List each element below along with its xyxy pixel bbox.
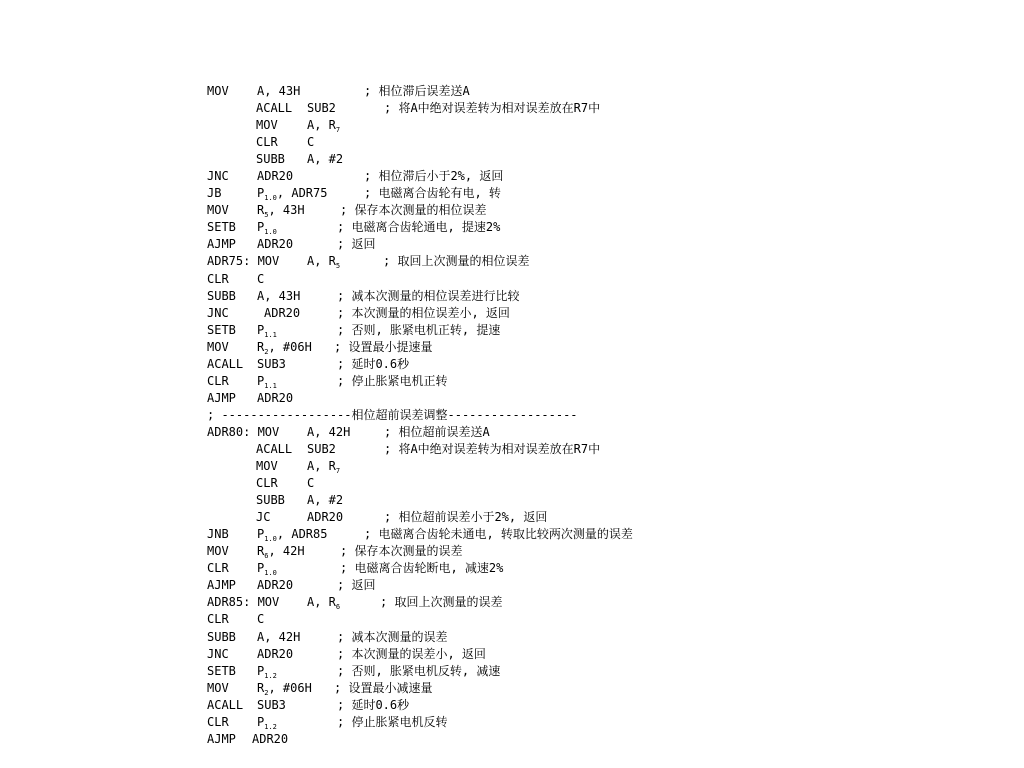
code-line	[207, 356, 1007, 373]
operand: A, $R_5$	[307, 254, 341, 271]
code-line	[207, 271, 1007, 288]
operand: ADR20	[257, 237, 294, 252]
operand: ADR20	[257, 646, 294, 661]
line-label: SETB	[207, 322, 236, 337]
operand: C	[307, 476, 315, 491]
line-label: JNC	[207, 646, 229, 661]
line-label: SETB	[207, 220, 236, 235]
code-line	[207, 577, 1007, 594]
port-subscript: 1.0	[264, 228, 277, 237]
port-subscript: 1.2	[264, 722, 277, 731]
operand: A, 42H	[307, 424, 351, 439]
operand: $P_{1.1}$	[257, 373, 277, 390]
code-line	[207, 731, 1007, 748]
code-line	[207, 236, 1007, 253]
operand: $R_2$, #06H	[257, 680, 312, 697]
operand: ADR20	[307, 510, 344, 525]
operand: $P_{1.1}$	[257, 322, 277, 339]
line-label: ADR80: MOV	[207, 424, 280, 439]
operand: $P_{1.0}$, ADR85	[257, 527, 328, 544]
operand: C	[257, 612, 265, 627]
line-label: ACALL	[207, 356, 244, 371]
line-label: ACALL	[207, 697, 244, 712]
line-label: CLR	[207, 561, 229, 576]
comment: ; 将A中绝对误差转为相对误差放在R7中	[384, 441, 601, 456]
section-divider-text: ; ------------------相位超前误差调整------------------	[207, 407, 578, 422]
register-subscript: 5	[264, 211, 269, 220]
code-line	[207, 714, 1007, 731]
comment: ; 相位滞后小于2%, 返回	[364, 169, 504, 184]
code-line	[207, 168, 1007, 185]
operand: $R_5$, 43H	[257, 203, 305, 220]
port-subscript: 1.0	[264, 569, 277, 578]
code-line	[207, 390, 1007, 407]
code-line	[207, 117, 1007, 134]
comment: ; 本次测量的相位误差小, 返回	[337, 305, 510, 320]
code-line	[207, 202, 1007, 219]
code-line	[207, 100, 1007, 117]
code-line	[207, 83, 1007, 100]
comment: ; 电磁离合齿轮有电, 转	[364, 186, 501, 201]
operand: SUB2	[307, 441, 336, 456]
code-line	[207, 646, 1007, 663]
line-label: MOV	[207, 84, 229, 98]
comment: ; 返回	[337, 237, 376, 252]
operand: $R_6$, 42H	[257, 544, 305, 561]
mnemonic: CLR	[256, 135, 278, 150]
code-line	[207, 629, 1007, 646]
port-subscript: 1.2	[264, 671, 277, 680]
code-line	[207, 492, 1007, 509]
operand: A, $R_7$	[307, 459, 341, 476]
operand: A, 43H	[257, 84, 301, 98]
mnemonic: ACALL	[256, 101, 293, 116]
code-line	[207, 134, 1007, 151]
comment: ; 电磁离合齿轮通电, 提速2%	[337, 220, 501, 235]
comment: ; 本次测量的误差小, 返回	[337, 646, 486, 661]
register-subscript: 6	[264, 552, 269, 561]
mnemonic: MOV	[256, 459, 278, 474]
operand: A, $R_6$	[307, 595, 341, 612]
line-label: AJMP	[207, 578, 236, 593]
operand: $P_{1.0}$	[257, 220, 277, 237]
operand: A, #2	[307, 493, 344, 508]
code-line	[207, 253, 1007, 270]
register-subscript: 7	[335, 467, 341, 476]
code-line	[207, 475, 1007, 492]
code-line	[207, 219, 1007, 236]
comment: ; 否则, 胀紧电机反转, 减速	[337, 663, 501, 678]
code-line	[207, 288, 1007, 305]
comment: ; 相位滞后误差送A	[364, 84, 470, 98]
line-label: MOV	[207, 203, 229, 218]
code-line	[207, 339, 1007, 356]
operand: SUB3	[257, 356, 286, 371]
section-divider	[207, 407, 1007, 424]
comment: ; 返回	[337, 578, 376, 593]
line-label: MOV	[207, 339, 229, 354]
comment: ; 减本次测量的误差	[337, 629, 448, 644]
comment: ; 电磁离合齿轮断电, 减速2%	[340, 561, 504, 576]
comment: ; 延时0.6秒	[337, 697, 410, 712]
code-line	[207, 594, 1007, 611]
mnemonic: SUBB	[256, 152, 285, 167]
comment: ; 否则, 胀紧电机正转, 提速	[337, 322, 501, 337]
code-line	[207, 543, 1007, 560]
mnemonic: CLR	[256, 476, 278, 491]
line-label: JB	[207, 186, 222, 201]
comment: ; 取回上次测量的相位误差	[383, 254, 530, 269]
line-label: AJMP	[207, 237, 236, 252]
line-label: ADR75: MOV	[207, 254, 280, 269]
line-label: MOV	[207, 544, 229, 559]
comment: ; 将A中绝对误差转为相对误差放在R7中	[384, 101, 601, 116]
comment: ; 设置最小提速量	[334, 339, 433, 354]
line-label: SETB	[207, 663, 236, 678]
comment: ; 相位超前误差送A	[384, 424, 490, 439]
code-line	[207, 424, 1007, 441]
operand: ADR20	[257, 578, 294, 593]
comment: ; 停止胀紧电机正转	[337, 373, 448, 388]
operand: SUB2	[307, 101, 336, 116]
register-subscript: 2	[264, 347, 269, 356]
register-subscript: 2	[264, 688, 269, 697]
line-label: CLR	[207, 612, 229, 627]
code-line	[207, 441, 1007, 458]
operand: $P_{1.2}$	[257, 714, 277, 731]
port-subscript: 1.1	[264, 330, 277, 339]
code-line	[207, 458, 1007, 475]
code-line	[207, 697, 1007, 714]
line-label: CLR	[207, 373, 229, 388]
code-line	[207, 305, 1007, 322]
comment: ; 设置最小减速量	[334, 680, 433, 695]
operand: SUB3	[257, 697, 286, 712]
comment: ; 延时0.6秒	[337, 356, 410, 371]
code-line	[207, 526, 1007, 543]
code-line	[207, 611, 1007, 628]
assembly-listing	[207, 83, 1007, 748]
operand: C	[307, 135, 315, 150]
line-label: JNC	[207, 169, 229, 184]
code-line	[207, 560, 1007, 577]
port-subscript: 1.0	[264, 194, 277, 203]
operand: ADR20	[257, 390, 294, 405]
code-line	[207, 322, 1007, 339]
line-label: CLR	[207, 271, 229, 286]
comment: ; 相位超前误差小于2%, 返回	[384, 510, 548, 525]
port-subscript: 1.1	[264, 381, 277, 390]
port-subscript: 1.0	[264, 535, 277, 544]
operand: $R_2$, #06H	[257, 339, 312, 356]
comment: ; 保存本次测量的误差	[340, 544, 463, 559]
line-label: SUBB	[207, 288, 236, 303]
code-line	[207, 509, 1007, 526]
line-label: JNC	[207, 305, 229, 320]
operand: A, #2	[307, 152, 344, 167]
operand: $P_{1.0}$	[257, 561, 277, 578]
register-subscript: 7	[335, 126, 341, 135]
operand: A, 42H	[257, 629, 301, 644]
line-label: AJMP	[207, 390, 236, 405]
register-subscript: 5	[335, 262, 341, 271]
mnemonic: MOV	[256, 118, 278, 133]
code-line	[207, 185, 1007, 202]
operand: C	[257, 271, 265, 286]
comment: ; 电磁离合齿轮未通电, 转取比较两次测量的误差	[364, 527, 633, 542]
code-line	[207, 151, 1007, 168]
line-label: CLR	[207, 714, 229, 729]
operand: ADR20	[264, 305, 301, 320]
comment: ; 减本次测量的相位误差进行比较	[337, 288, 520, 303]
operand: A, 43H	[257, 288, 301, 303]
operand: ADR20	[257, 169, 294, 184]
code-line	[207, 663, 1007, 680]
operand: $P_{1.2}$	[257, 663, 277, 680]
mnemonic: JC	[256, 510, 271, 525]
operand: A, $R_7$	[307, 118, 341, 135]
mnemonic: SUBB	[256, 493, 285, 508]
mnemonic: ACALL	[256, 441, 293, 456]
line-label: AJMP	[207, 731, 236, 746]
line-label: MOV	[207, 680, 229, 695]
line-label: ADR85: MOV	[207, 595, 280, 610]
comment: ; 取回上次测量的误差	[380, 595, 503, 610]
comment: ; 保存本次测量的相位误差	[340, 203, 487, 218]
register-subscript: 6	[335, 603, 341, 612]
operand: $P_{1.0}$, ADR75	[257, 186, 328, 203]
code-line	[207, 680, 1007, 697]
line-label: SUBB	[207, 629, 236, 644]
line-label: JNB	[207, 527, 229, 542]
comment: ; 停止胀紧电机反转	[337, 714, 448, 729]
operand: ADR20	[252, 731, 289, 746]
code-line	[207, 373, 1007, 390]
